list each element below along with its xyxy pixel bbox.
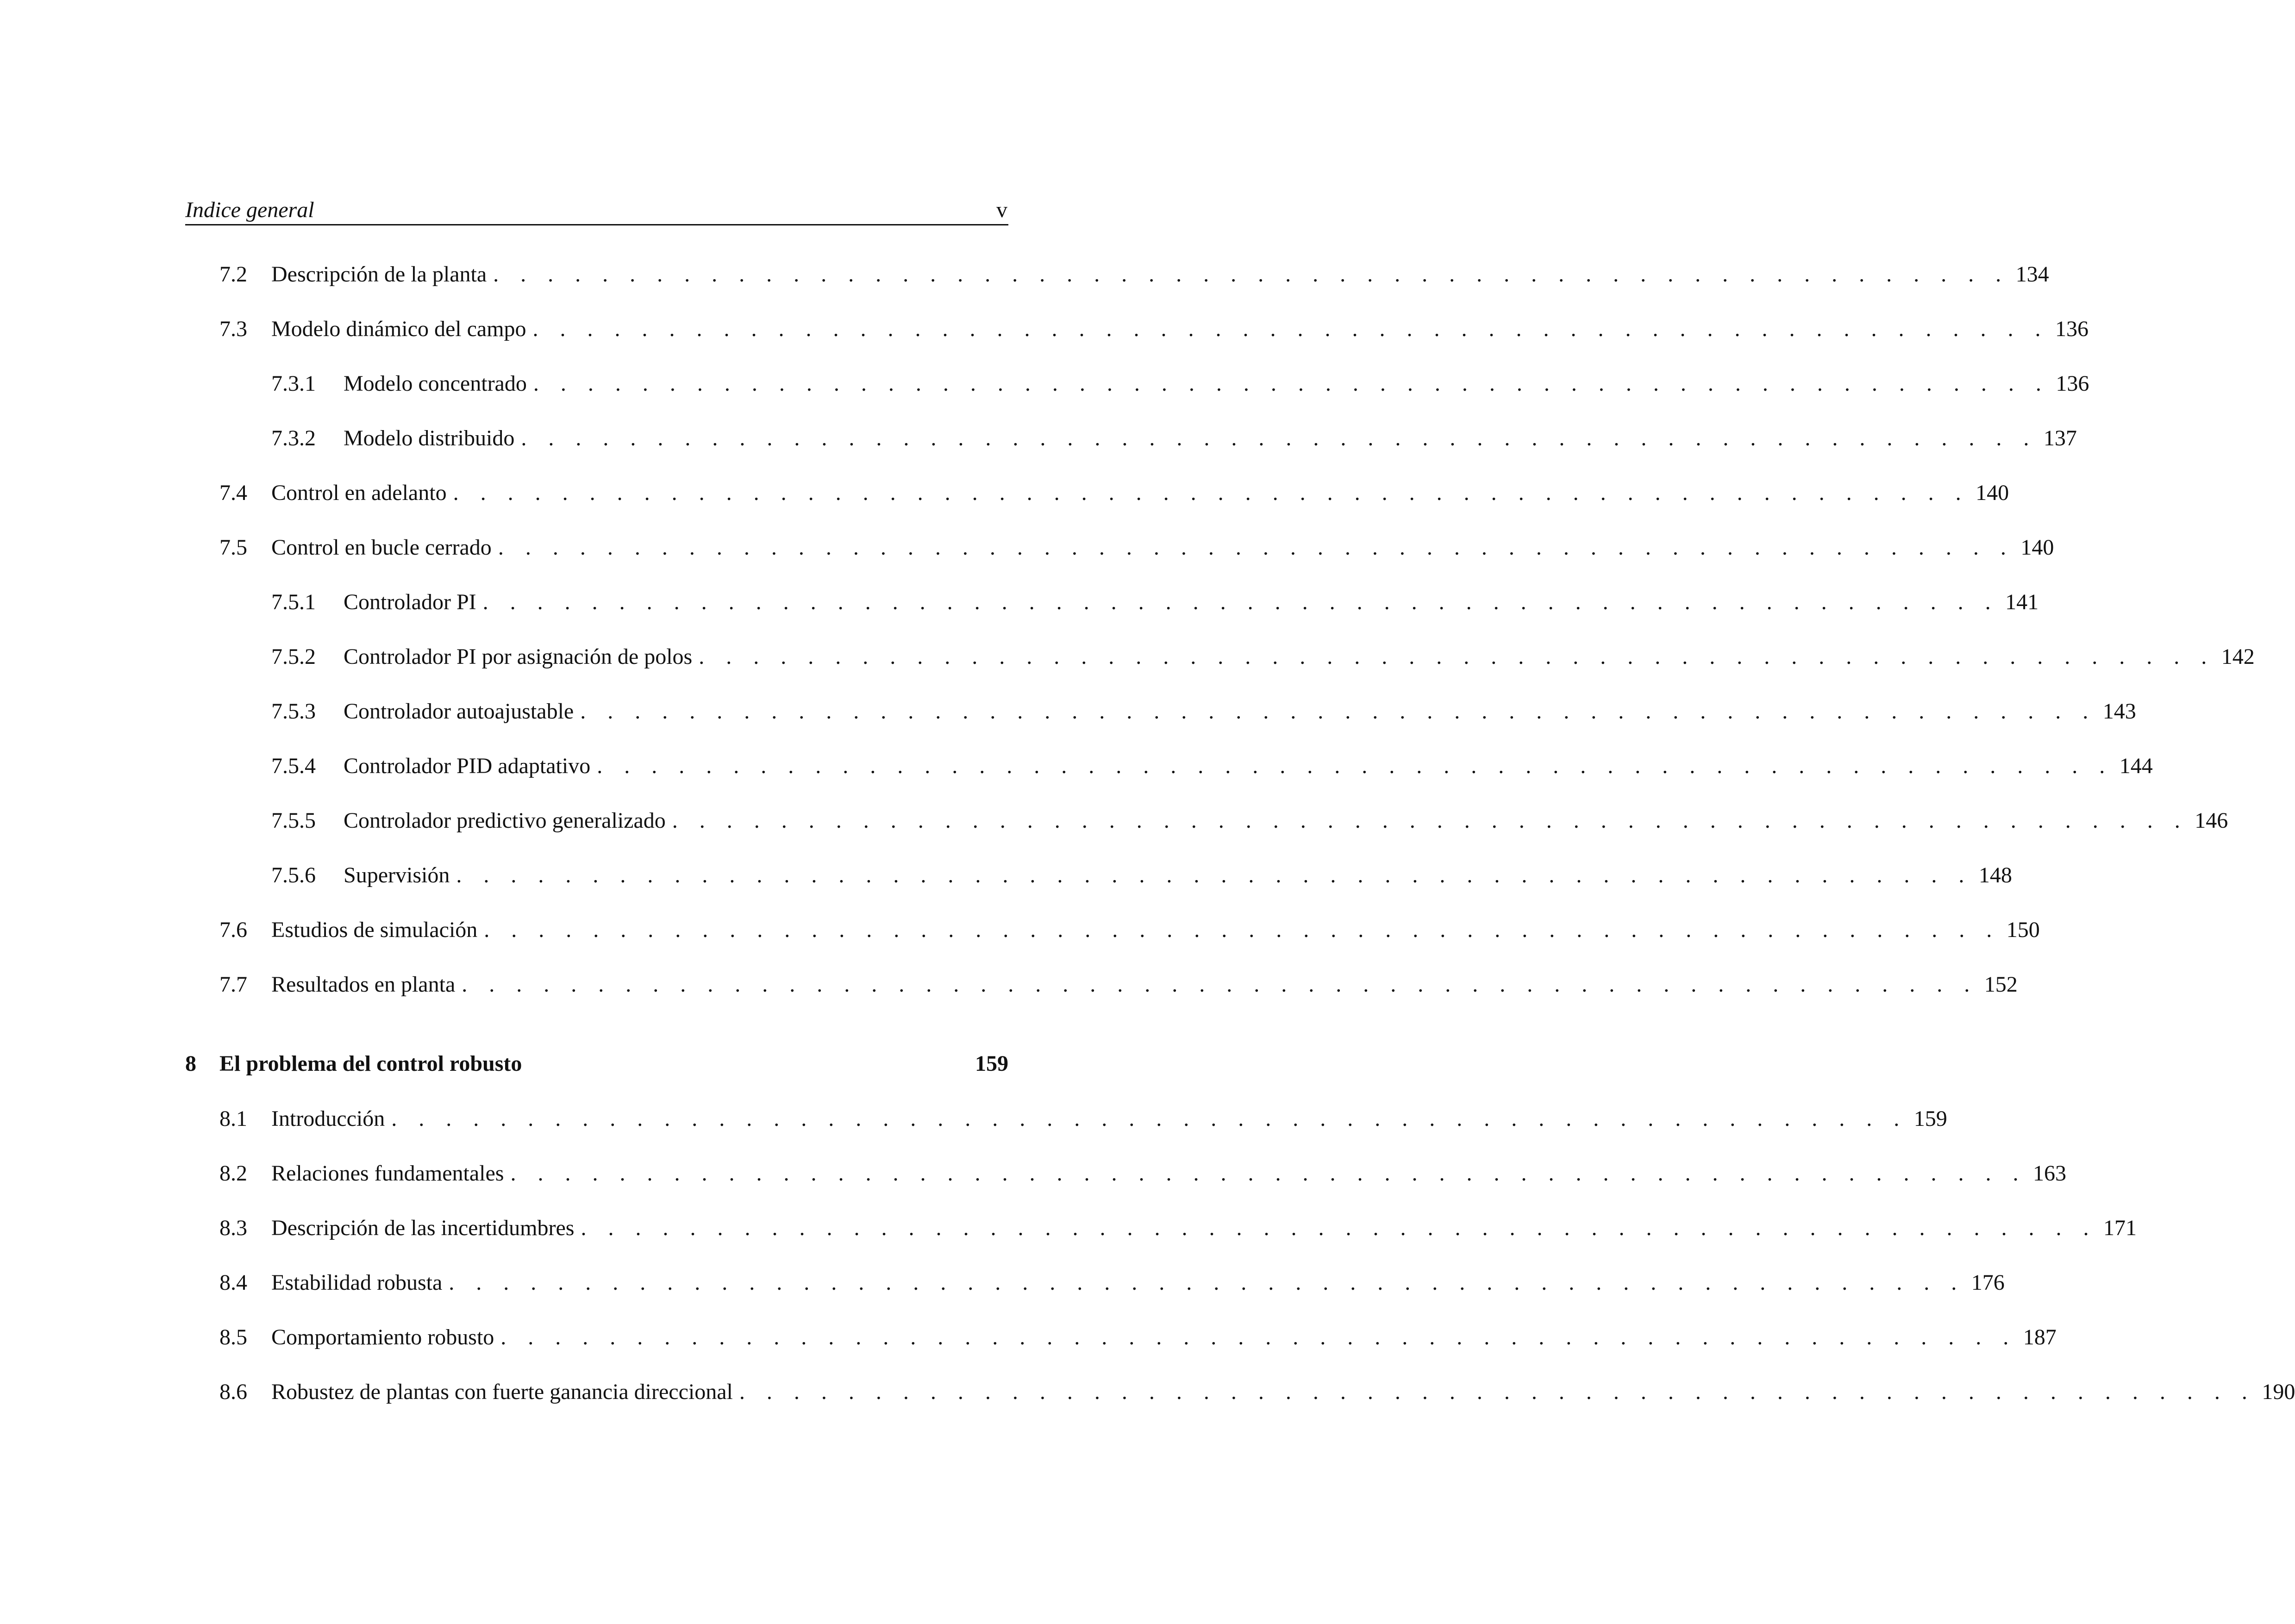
- toc-entry-number: 7.6: [219, 918, 247, 942]
- dot-leader: . . . . . . . . . . . . . . . . . . . . . . . . . . . . . . . . . . . . . . . . . . . . . . . . . . . . . . . .: [391, 1106, 1907, 1131]
- toc-entry-title: Estabilidad robusta: [271, 1270, 443, 1295]
- toc-entry[interactable]: [0, 370, 2089, 398]
- toc-entry-number: 7.5.1: [271, 590, 316, 614]
- toc-entry-page: 143: [2102, 699, 2136, 724]
- toc-chapter-entry[interactable]: [0, 1050, 1148, 1078]
- dot-leader: . . . . . . . . . . . . . . . . . . . . . . . . . . . . . . . . . . . . . . . . . . . . . . . . . . . . . . . .: [484, 918, 2000, 942]
- toc-entry[interactable]: [0, 862, 2012, 889]
- header-page-number: v: [996, 198, 1007, 222]
- toc-entry-number: 8.5: [219, 1325, 247, 1349]
- toc-entry-title: Controlador PI: [344, 590, 476, 614]
- toc-entry-number: 7.5.6: [271, 863, 316, 887]
- toc-entry-page: 140: [1976, 481, 2009, 505]
- toc-entry-number: 7.5.4: [271, 754, 316, 778]
- dot-leader: . . . . . . . . . . . . . . . . . . . . . . . . . . . . . . . . . . . . . . . . . . . . . . . . . . . . . . . .: [482, 590, 1999, 614]
- toc-entry-title: Relaciones fundamentales: [271, 1161, 504, 1186]
- toc-entry[interactable]: [0, 534, 2054, 562]
- toc-entry-page: 190: [2262, 1380, 2295, 1404]
- toc-entry-number: 7.5.3: [271, 699, 316, 724]
- dot-leader: . . . . . . . . . . . . . . . . . . . . . . . . . . . . . . . . . . . . . . . . . . . . . . . . . . . . . . . .: [533, 371, 2050, 396]
- dot-leader: . . . . . . . . . . . . . . . . . . . . . . . . . . . . . . . . . . . . . . . . . . . . . . . . . . . . . . . .: [699, 644, 2215, 669]
- toc-entry-title: Modelo distribuido: [344, 426, 515, 450]
- toc-entry-title: Supervisión: [344, 863, 450, 887]
- toc-entry-page: 146: [2195, 808, 2228, 833]
- toc-entry-page: 187: [2023, 1325, 2057, 1349]
- header-title: Indice general: [185, 198, 314, 222]
- toc-entry-number: 8.4: [219, 1270, 247, 1295]
- toc-entry-title: Modelo dinámico del campo: [271, 317, 526, 341]
- toc-entry-page: 142: [2221, 644, 2255, 669]
- toc-entry-title: Descripción de la planta: [271, 262, 487, 287]
- dot-leader: . . . . . . . . . . . . . . . . . . . . . . . . . . . . . . . . . . . . . . . . . . . . . . . . . . . . . . . .: [739, 1380, 2256, 1404]
- dot-leader: . . . . . . . . . . . . . . . . . . . . . . . . . . . . . . . . . . . . . . . . . . . . . . . . . . . . . . . .: [597, 754, 2113, 778]
- toc-entry[interactable]: [0, 479, 2009, 507]
- toc-entry-page: 141: [2005, 590, 2039, 614]
- toc-entry-page: 140: [2020, 535, 2054, 560]
- toc-entry-number: 7.4: [219, 481, 247, 505]
- toc-entry-page: 150: [2006, 918, 2040, 942]
- dot-leader: . . . . . . . . . . . . . . . . . . . . . . . . . . . . . . . . . . . . . . . . . . . . . . . . . . . . . . . .: [449, 1270, 1965, 1295]
- toc-entry-number: 7.2: [219, 262, 247, 287]
- toc-entry-title: Controlador PID adaptativo: [344, 754, 591, 778]
- dot-leader: . . . . . . . . . . . . . . . . . . . . . . . . . . . . . . . . . . . . . . . . . . . . . . . . . . . . . . . .: [580, 699, 2096, 724]
- toc-entry-page: 148: [1978, 863, 2012, 887]
- dot-leader: . . . . . . . . . . . . . . . . . . . . . . . . . . . . . . . . . . . . . . . . . . . . . . . . . . . . . . . .: [500, 1325, 2017, 1349]
- toc-entry-title: Control en adelanto: [271, 481, 447, 505]
- dot-leader: . . . . . . . . . . . . . . . . . . . . . . . . . . . . . . . . . . . . . . . . . . . . . . . . . . . . . . . .: [532, 317, 2049, 341]
- toc-entry[interactable]: [0, 916, 2040, 944]
- dot-leader: . . . . . . . . . . . . . . . . . . . . . . . . . . . . . . . . . . . . . . . . . . . . . . . . . . . . . . . .: [521, 426, 2037, 450]
- toc-entry-title: Controlador PI por asignación de polos: [344, 644, 693, 669]
- toc-entry[interactable]: [0, 261, 2049, 288]
- dot-leader: . . . . . . . . . . . . . . . . . . . . . . . . . . . . . . . . . . . . . . . . . . . . . . . . . . . . . . . .: [462, 972, 1978, 997]
- toc-entry-number: 7.5.5: [271, 808, 316, 833]
- toc-entry-number: 7.3.2: [271, 426, 316, 450]
- toc-entry[interactable]: [0, 1160, 2066, 1187]
- toc-entry[interactable]: [0, 315, 2089, 343]
- toc-entry[interactable]: [0, 807, 2228, 835]
- toc-entry-title: Control en bucle cerrado: [271, 535, 492, 560]
- toc-entry-page: 136: [2056, 371, 2089, 396]
- toc-entry[interactable]: [0, 698, 2136, 725]
- toc-entry[interactable]: [0, 971, 2018, 999]
- toc-entry[interactable]: [0, 1378, 2295, 1406]
- toc-entry-page: 171: [2103, 1216, 2137, 1240]
- toc-entry-title: Introducción: [271, 1106, 385, 1131]
- toc-entry-page: 136: [2055, 317, 2089, 341]
- toc-entry-number: 7.3: [219, 317, 247, 341]
- toc-chapter-number: 8: [185, 1051, 196, 1076]
- dot-leader: . . . . . . . . . . . . . . . . . . . . . . . . . . . . . . . . . . . . . . . . . . . . . . . . . . . . . . . .: [453, 481, 1970, 505]
- toc-entry-number: 8.3: [219, 1216, 247, 1240]
- toc-entry-number: 7.7: [219, 972, 247, 997]
- toc-entry-title: Controlador predictivo generalizado: [344, 808, 666, 833]
- toc-entry-page: 137: [2043, 426, 2077, 450]
- toc-entry[interactable]: [0, 1214, 2137, 1242]
- toc-entry[interactable]: [0, 588, 2039, 616]
- dot-leader: . . . . . . . . . . . . . . . . . . . . . . . . . . . . . . . . . . . . . . . . . . . . . . . . . . . . . . . .: [581, 1216, 2097, 1240]
- toc-entry-page: 134: [2015, 262, 2049, 287]
- toc-entry-number: 8.6: [219, 1380, 247, 1404]
- toc-entry[interactable]: [0, 1269, 2005, 1297]
- toc-entry-page: 159: [1914, 1106, 1947, 1131]
- toc-entry-title: Descripción de las incertidumbres: [271, 1216, 575, 1240]
- toc-entry[interactable]: [0, 425, 2077, 452]
- toc-entry-page: 163: [2032, 1161, 2066, 1186]
- dot-leader: . . . . . . . . . . . . . . . . . . . . . . . . . . . . . . . . . . . . . . . . . . . . . . . . . . . . . . . .: [672, 808, 2189, 833]
- toc-entry-title: Controlador autoajustable: [344, 699, 574, 724]
- toc-entry-title: Modelo concentrado: [344, 371, 527, 396]
- toc-entry-number: 7.5.2: [271, 644, 316, 669]
- toc-entry-number: 7.5: [219, 535, 247, 560]
- toc-entry-number: 8.2: [219, 1161, 247, 1186]
- toc-entry-title: Estudios de simulación: [271, 918, 478, 942]
- toc-entry-page: 144: [2119, 754, 2153, 778]
- dot-leader: . . . . . . . . . . . . . . . . . . . . . . . . . . . . . . . . . . . . . . . . . . . . . . . . . . . . . . . .: [498, 535, 2014, 560]
- toc-entry-title: Robustez de plantas con fuerte ganancia direccional: [271, 1380, 733, 1404]
- dot-leader: . . . . . . . . . . . . . . . . . . . . . . . . . . . . . . . . . . . . . . . . . . . . . . . . . . . . . . . .: [493, 262, 2009, 287]
- toc-entry[interactable]: [0, 643, 2255, 671]
- toc-chapter-title: El problema del control robusto: [219, 1051, 522, 1076]
- toc-entry-title: Comportamiento robusto: [271, 1325, 494, 1349]
- dot-leader: . . . . . . . . . . . . . . . . . . . . . . . . . . . . . . . . . . . . . . . . . . . . . . . . . . . . . . . .: [510, 1161, 2026, 1186]
- toc-entry-number: 7.3.1: [271, 371, 316, 396]
- toc-entry-page: 176: [1971, 1270, 2005, 1295]
- toc-entry[interactable]: [0, 1105, 1947, 1133]
- toc-entry-title: Resultados en planta: [271, 972, 456, 997]
- dot-leader: . . . . . . . . . . . . . . . . . . . . . . . . . . . . . . . . . . . . . . . . . . . . . . . . . . . . . . . .: [456, 863, 1972, 887]
- toc-chapter-page: 159: [975, 1051, 1008, 1076]
- toc-entry[interactable]: [0, 752, 2153, 780]
- toc-entry-number: 8.1: [219, 1106, 247, 1131]
- running-header: [185, 194, 1008, 225]
- toc-entry-page: 152: [1984, 972, 2018, 997]
- toc-entry[interactable]: [0, 1324, 2057, 1351]
